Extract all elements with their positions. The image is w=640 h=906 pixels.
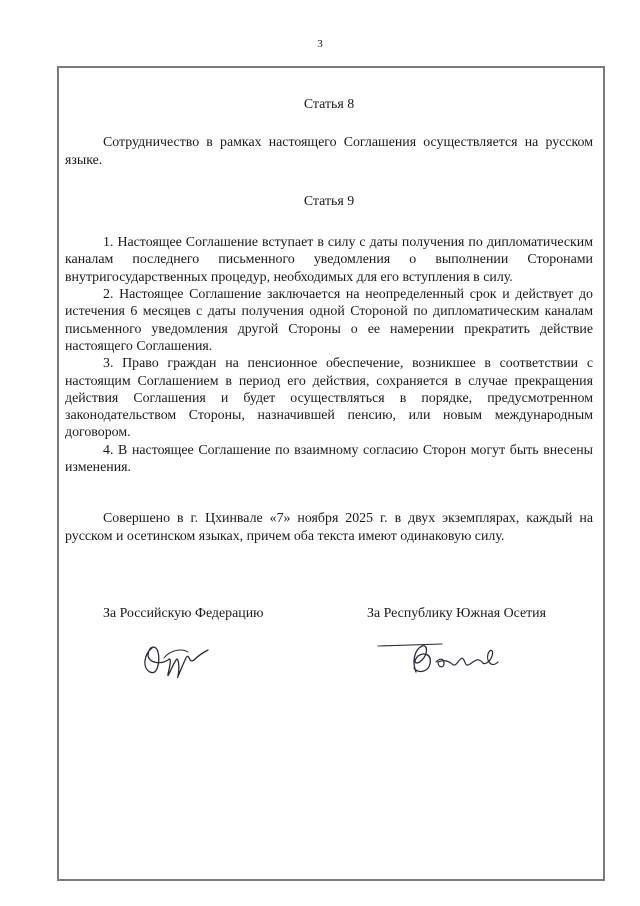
article-8-text: Сотрудничество в рамках настоящего Соглашения осуществляется на русском языке.: [65, 135, 593, 168]
signature-russia: [138, 636, 218, 686]
article-8-heading: Статья 8: [303, 97, 355, 112]
signature-label-russia: За Российскую Федерацию: [103, 606, 264, 621]
article-9-clause-4: 4. В настоящее Соглашение по взаимному согласию Сторон могут быть внесены изменения.: [65, 442, 593, 476]
article-9-clause-2: 2. Настоящее Соглашение заключается на неопределенный срок и действует до истечения 6 месяцев с даты получения одной Стороной по дипломатическим каналам письменного уведомления другой Стороны о ее намерении прекратить действие настоящего Соглашения.: [65, 287, 593, 354]
document-body: [65, 96, 593, 545]
article-9-clause-3: 3. Право граждан на пенсионное обеспечение, возникшее в соответствии с настоящим Соглашением в период его действия, сохраняется в случае прекращения действия Соглашения и будет осуществляться в порядке, предусмотренном законодательством Стороны, назначившей пенсию, или новым международным договором.: [65, 356, 593, 441]
signature-label-south-ossetia: За Республику Южная Осетия: [367, 606, 546, 621]
article-9-heading: Статья 9: [303, 193, 355, 209]
closing-paragraph: Совершено в г. Цхинвале «7» ноября 2025 г. в двух экземплярах, каждый на русском и осетинском языках, причем оба текста имеют одинаковую силу.: [65, 511, 593, 544]
page-number: 3: [317, 38, 323, 50]
article-9-clause-1: 1. Настоящее Соглашение вступает в силу с даты получения по дипломатическим каналам последнего письменного уведомления о выполнении Сторонами внутригосударственных процедур, необходимых для его вступления в силу.: [65, 235, 593, 285]
signature-south-ossetia: [372, 632, 512, 682]
